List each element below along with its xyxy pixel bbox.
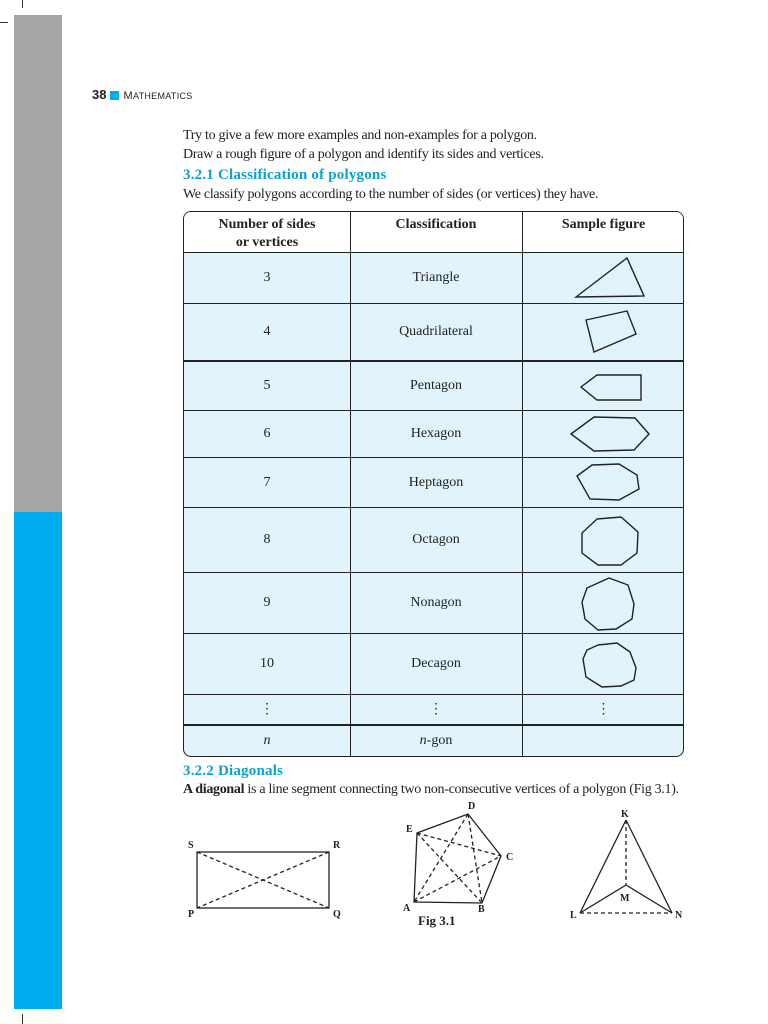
header-sample-figure: Sample figure <box>561 217 646 232</box>
running-header <box>92 87 193 102</box>
table-cell-sides: 9 <box>263 595 271 610</box>
diagonal-definition: A diagonal is a line segment connecting two non-consecutive vertices of a polygon (Fig 3.1). <box>183 782 679 797</box>
header-square-icon <box>110 91 119 100</box>
table-cell-sides: 6 <box>263 426 271 441</box>
table-cell-name: Heptagon <box>408 474 464 490</box>
vertex-label: S <box>188 840 194 851</box>
vertex-label: K <box>621 809 629 820</box>
vertex-label: A <box>403 903 411 914</box>
crop-mark-top-left <box>0 22 8 23</box>
side-bar-gray <box>14 15 62 512</box>
sample-figures <box>184 212 684 757</box>
crop-mark-top <box>22 0 23 8</box>
nonagon-figure <box>582 578 634 630</box>
table-cell-name: Decagon <box>411 656 461 671</box>
table-cell-sides: 3 <box>263 269 271 285</box>
quadrilateral-figure <box>586 311 636 352</box>
subject-title: MATHEMATICS <box>123 90 193 102</box>
table-cell-name: Quadrilateral <box>399 324 473 339</box>
table-cell-name: Hexagon <box>410 426 462 441</box>
arrowhead-diagram <box>565 805 690 925</box>
vertex-label: P <box>188 909 195 920</box>
pentagon-diagram <box>398 798 523 918</box>
triangle-figure <box>576 258 644 297</box>
table-cell-sides: 5 <box>263 378 271 393</box>
vertex-label: Q <box>333 909 341 920</box>
intro-line-1: Try to give a few more examples and non-examples for a polygon. <box>183 128 537 143</box>
table-cell-sides: 4 <box>263 324 271 339</box>
section-text-classification: We classify polygons according to the number of sides (or vertices) they have. <box>183 187 599 202</box>
side-bar-blue <box>14 512 62 1009</box>
table-cell-sides: n <box>263 733 271 748</box>
section-heading-classification: 3.2.1 Classification of polygons <box>183 167 387 183</box>
vertex-label: D <box>468 801 476 812</box>
table-cell-name: n -gon <box>419 733 453 748</box>
table-cell-ellipsis: ⋮ <box>429 702 443 717</box>
table-cell-name: Triangle <box>412 269 460 285</box>
table-cell-sides: 8 <box>263 532 271 547</box>
hexagon-figure <box>571 417 649 451</box>
header-classification: Classification <box>395 217 477 232</box>
section-heading-diagonals: 3.2.2 Diagonals <box>183 763 284 779</box>
page-number: 38 <box>92 87 107 102</box>
heptagon-figure <box>577 464 639 500</box>
intro-line-2: Draw a rough figure of a polygon and identify its sides and vertices. <box>183 147 544 162</box>
vertex-label: L <box>570 910 577 921</box>
table-cell-ellipsis: ⋮ <box>260 702 274 717</box>
crop-mark-bottom <box>22 1014 23 1024</box>
vertex-label: N <box>675 910 683 921</box>
decagon-figure <box>583 643 636 687</box>
pentagon-figure <box>581 375 641 400</box>
vertex-label: C <box>506 852 514 863</box>
header-number-of-sides: Number of sides or vertices <box>218 217 316 250</box>
rectangle-diagram <box>183 835 353 925</box>
octagon-figure <box>582 517 638 565</box>
vertex-label: B <box>478 904 485 915</box>
vertex-label: R <box>333 840 341 851</box>
table-cell-sides: 10 <box>260 656 274 671</box>
vertex-label: E <box>406 824 413 835</box>
table-cell-name: Octagon <box>412 532 460 547</box>
table-cell-name: Nonagon <box>410 595 462 610</box>
vertex-label: M <box>620 893 630 904</box>
table-cell-sides: 7 <box>263 474 271 490</box>
polygon-classification-table <box>183 211 684 757</box>
figure-caption: Fig 3.1 <box>418 913 456 928</box>
table-cell-name: Pentagon <box>409 378 463 393</box>
table-cell-ellipsis: ⋮ <box>596 702 611 717</box>
